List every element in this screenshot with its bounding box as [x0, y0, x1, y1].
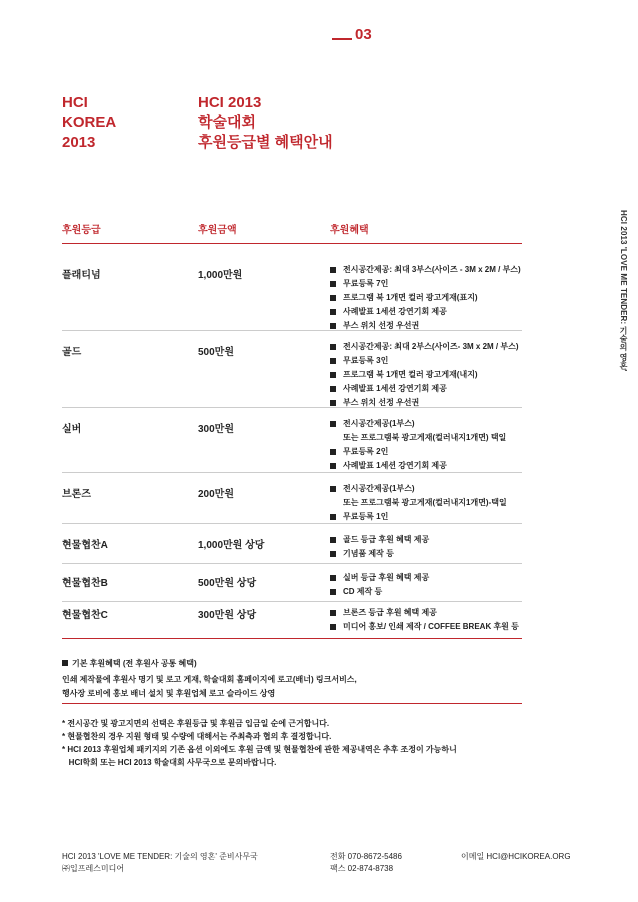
footer-fax: 팩스 02-874-8738	[330, 864, 394, 873]
row-benefits	[330, 482, 507, 524]
note-line: * 현물협찬의 경우 지원 형태 및 수량에 대해서는 주최측과 협의 후 결정합니다.	[62, 732, 332, 741]
row-grade: 실버	[62, 424, 82, 435]
footer-email-block	[461, 851, 571, 863]
benefit-item: 전시공간제공(1부스)	[330, 482, 507, 496]
benefit-item: 프로그램 북 1개면 컬러 광고게재(표지)	[330, 291, 521, 305]
row-amount: 300만원	[198, 424, 235, 435]
notes-block	[62, 717, 457, 769]
benefit-item: 또는 프로그램북 광고게재(컬러내지1개면)-택일	[343, 498, 507, 507]
header-divider	[62, 243, 522, 244]
row-grade: 골드	[62, 347, 82, 358]
row-grade: 플래티넘	[62, 270, 101, 281]
header-amount: 후원금액	[198, 225, 237, 236]
brand-line: KOREA	[62, 114, 117, 131]
row-amount: 1,000만원 상당	[198, 540, 265, 551]
benefit-item: 미디어 홍보/ 인쇄 제작 / COFFEE BREAK 후원 등	[330, 620, 519, 634]
common-benefits-title: 기본 후원혜택 (전 후원사 공통 혜택)	[62, 658, 197, 669]
footer-company: ㈜입프레스미디어	[62, 864, 125, 873]
row-benefits	[330, 417, 506, 473]
benefit-item: 프로그램 북 1개면 컬러 광고게재(내지)	[330, 368, 518, 382]
title-line: 후원등급별 혜택안내	[198, 134, 333, 151]
benefit-item: 부스 위치 선정 우선권	[330, 396, 518, 410]
benefit-item: 무료등록 2인	[330, 445, 506, 459]
benefit-item: 전시공간제공(1부스)	[330, 417, 506, 431]
row-divider	[62, 330, 522, 331]
page-number	[332, 27, 372, 43]
footer-email[interactable]: 이메일 HCI@HCIKOREA.ORG	[461, 852, 571, 861]
side-running-title: HCI 2013 'LOVE ME TENDER: 기술의 영혼'	[619, 210, 628, 372]
row-grade: 현물협찬B	[62, 578, 108, 589]
common-benefits-line: 행사장 로비에 홍보 배너 설치 및 후원업체 로고 슬라이드 상영	[62, 689, 276, 698]
benefit-item: CD 제작 등	[330, 585, 429, 599]
benefit-item: 무료등록 1인	[330, 510, 507, 524]
row-amount: 300만원 상당	[198, 610, 257, 621]
benefit-item: 또는 프로그램북 광고게재(컬러내지1개면) 택일	[343, 433, 507, 442]
benefit-item: 실버 등급 후원 혜택 제공	[330, 571, 429, 585]
benefit-item: 사례발표 1세션 강연기회 제공	[330, 382, 518, 396]
row-benefits	[330, 340, 518, 410]
row-grade: 브론즈	[62, 489, 91, 500]
page-number-dash	[332, 38, 352, 40]
title-line: 학술대회	[198, 114, 256, 131]
row-amount: 200만원	[198, 489, 235, 500]
row-amount: 500만원	[198, 347, 235, 358]
header-benefit: 후원혜택	[330, 225, 369, 236]
page-number-text: 03	[355, 26, 372, 43]
row-amount: 500만원 상당	[198, 578, 257, 589]
benefit-item: 사례발표 1세션 강연기회 제공	[330, 459, 506, 473]
benefit-item: 전시공간제공: 최대 3부스(사이즈 - 3M x 2M / 부스)	[330, 263, 521, 277]
benefit-item: 기념품 제작 등	[330, 547, 429, 561]
note-line: * 전시공간 및 광고지면의 선택은 후원등급 및 후원금 입금일 순에 근거합니다.	[62, 719, 330, 728]
common-benefits-line: 인쇄 제작물에 후원사 명기 및 로고 게재, 학술대회 홈페이지에 로고(배너) 링크서비스,	[62, 675, 357, 684]
benefit-item: 브론즈 등급 후원 혜택 제공	[330, 606, 519, 620]
benefit-item: 골드 등급 후원 혜택 제공	[330, 533, 429, 547]
benefit-item: 전시공간제공: 최대 2부스(사이즈- 3M x 2M / 부스)	[330, 340, 518, 354]
row-benefits	[330, 533, 429, 561]
brand-line: 2013	[62, 134, 96, 151]
row-benefits	[330, 571, 429, 599]
row-grade: 현물협찬C	[62, 610, 108, 621]
row-divider	[62, 407, 522, 408]
benefit-item: 사례발표 1세션 강연기회 제공	[330, 305, 521, 319]
notes-divider	[62, 703, 522, 704]
page-title	[198, 93, 333, 153]
brand-block	[62, 93, 116, 153]
row-divider	[62, 601, 522, 602]
note-line: HCI학회 또는 HCI 2013 학술대회 사무국으로 문의바랍니다.	[62, 758, 277, 767]
title-line: HCI 2013	[198, 94, 262, 111]
row-amount: 1,000만원	[198, 270, 243, 281]
footer-organizer	[62, 851, 258, 875]
benefit-item: 부스 위치 선정 우선권	[330, 319, 521, 333]
note-line: * HCI 2013 후원업체 패키지의 기존 옵션 이외에도 후원 금액 및 현물협찬에 관한 제공내역은 추후 조정이 가능하니	[62, 745, 457, 754]
row-divider	[62, 523, 522, 524]
benefit-item: 무료등록 3인	[330, 354, 518, 368]
row-benefits	[330, 606, 519, 634]
footer-org-name: HCI 2013 'LOVE ME TENDER: 기술의 영혼' 준비사무국	[62, 852, 258, 861]
footer-phone: 전화 070-8672-5486	[330, 852, 402, 861]
row-benefits	[330, 263, 521, 333]
benefit-item: 무료등록 7인	[330, 277, 521, 291]
brand-line: HCI	[62, 94, 88, 111]
header-grade: 후원등급	[62, 225, 101, 236]
row-divider	[62, 472, 522, 473]
row-grade: 현물협찬A	[62, 540, 108, 551]
footer-contact	[330, 851, 402, 875]
common-benefits-desc	[62, 673, 357, 701]
table-bottom-divider	[62, 638, 522, 639]
row-divider	[62, 563, 522, 564]
